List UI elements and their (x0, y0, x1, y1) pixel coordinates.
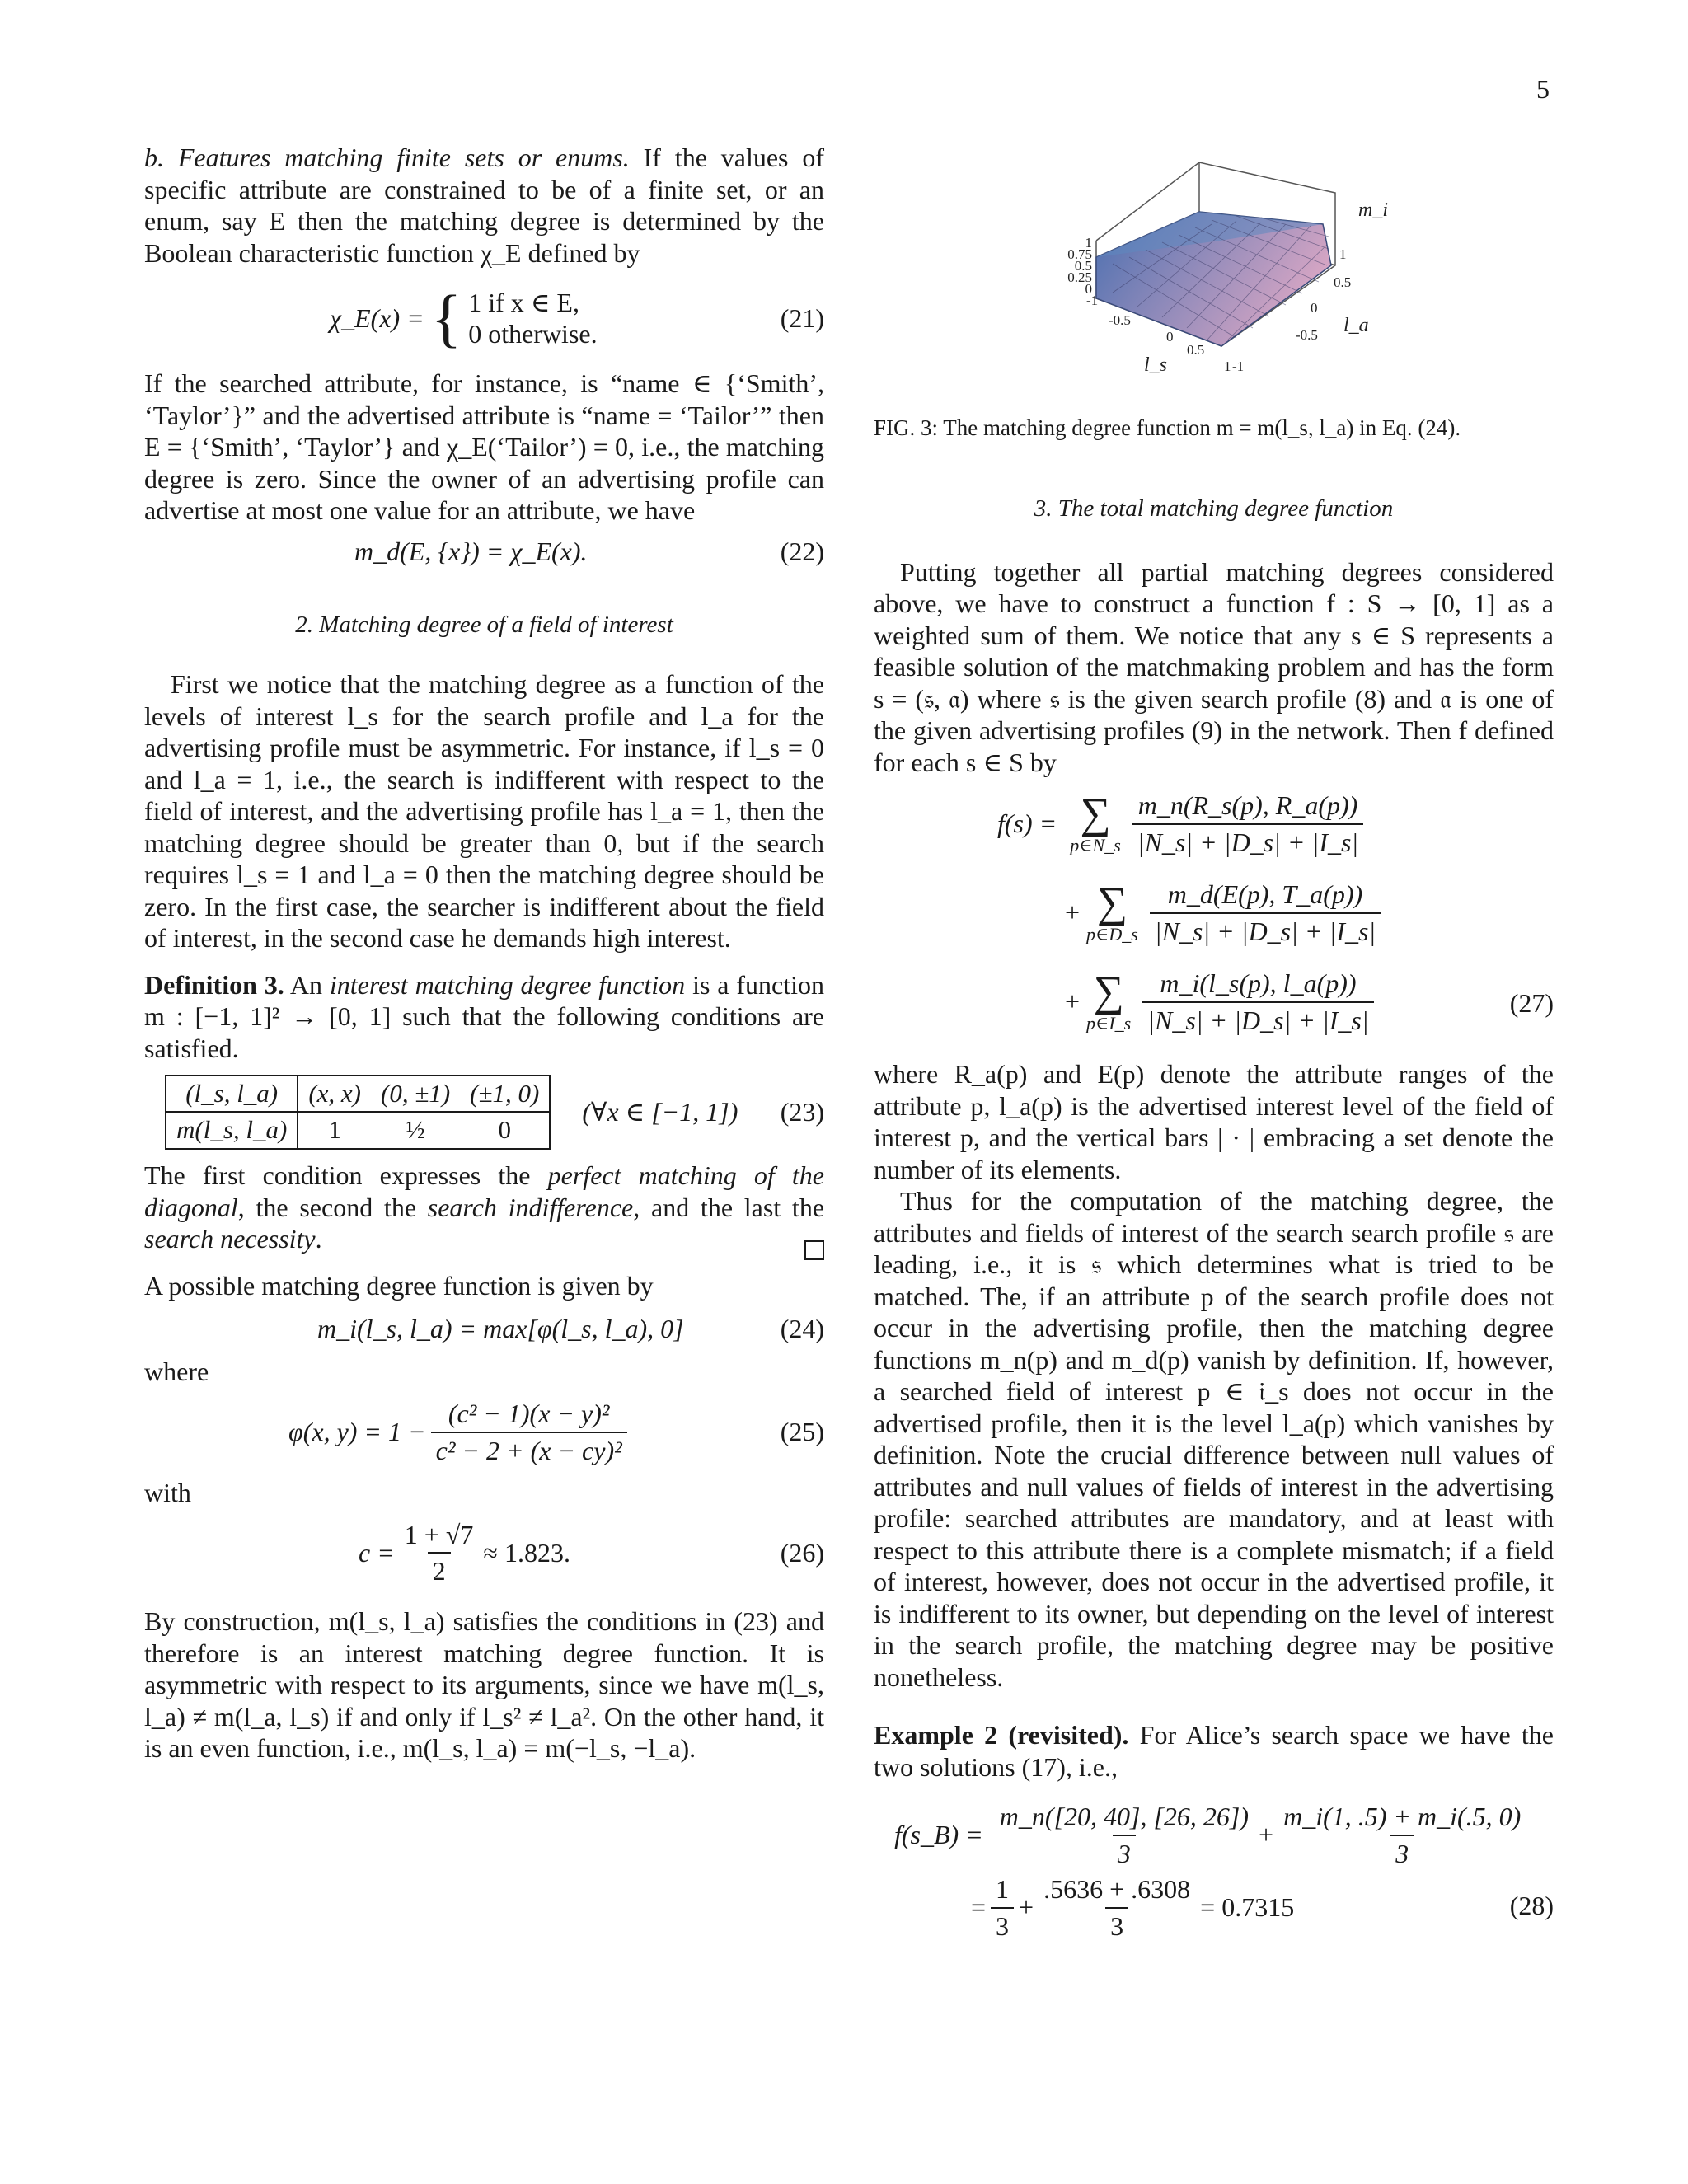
eq28-num2: m_i(1, .5) + m_i(.5, 0) (1283, 1802, 1522, 1831)
y-tick: 0.5 (1334, 274, 1352, 290)
eq27-numerator1: m_n(R_s(p), R_a(p)) (1137, 790, 1358, 820)
figure-3-caption: FIG. 3: The matching degree function m = m(l_s, l_a) in Eq. (24). (874, 415, 1461, 440)
eq27-term3 (1065, 968, 1379, 1036)
table-cell: (±1, 0) (460, 1076, 550, 1113)
x-tick: -1 (1086, 293, 1099, 308)
eq26-rhs: ≈ 1.823. (483, 1537, 570, 1568)
y-tick: 1 (1339, 246, 1347, 262)
x-tick: -0.5 (1109, 312, 1131, 328)
eq27-fraction3 (1142, 968, 1373, 1036)
text-run: perfect matching of the diagonal (144, 1160, 825, 1222)
y-axis-label: l_a (1343, 315, 1369, 336)
eq28-fraction1 (995, 1801, 1254, 1869)
table-cell: 0 (498, 1115, 511, 1144)
eq25-numerator: (c² − 1)(x − y)² (448, 1399, 610, 1428)
definition-3-label: Definition 3. (144, 969, 284, 1000)
eq27-sum3 (1086, 968, 1132, 1033)
eq26-lhs: c = (359, 1537, 395, 1568)
paragraph-putting: Putting together all partial matching degrees considered above, we have to construct a function f : S → [0, 1] as a weighted sum of them. We notice that any s ∈ S represents a feasible solution of the matchmaking problem and has the form s = (𝔰, 𝔞) where 𝔰 is the given search profile (8) and 𝔞 is one of the given advertising profiles (9) in the network. Then f defined for each s ∈ S by (874, 556, 1554, 777)
z-tick: 0.75 (1067, 246, 1092, 262)
eq28-line2 (971, 1873, 1294, 1942)
text-run: . (315, 1224, 322, 1254)
eq27-lhs: f(s) = (997, 808, 1057, 839)
text-run: The first condition expresses the (144, 1160, 548, 1190)
plus-sign: + (1259, 1820, 1274, 1850)
figure-3-surface-plot (874, 142, 1554, 397)
paragraph-thus: Thus for the computation of the matching degree, the attributes and fields of interest of the search search profile 𝔰 are leading, i.e., it is 𝔰 which determines what is tried to be matched. The, if an attribute p of the search profile does not occur in the advertising profile, then the matching degree functions m_n(p) and m_d(p) vanish by definition. If, however, a searched field of interest p ∈ 𝔦_s does not occur in the advertised profile, then it is the level l_a(p) which vanishes by definition. Note the crucial difference between null values of attributes and null values of fields of interest in the advertising profile: searched attributes are mandatory, and at least with respect to this attribute there is a complete mismatch; if a field of interest, however, does not occur in the advertised profile, it is indifferent to its owner, but depending on the level of interest in the search profile, the matching degree may be positive nonetheless. (874, 1186, 1554, 1692)
eq28-lhs: f(s_B) = (894, 1820, 983, 1850)
table-cell: (l_s, l_a) (166, 1076, 298, 1113)
paragraph-b (144, 142, 824, 269)
eq25-lhs: φ(x, y) = 1 − (288, 1417, 426, 1447)
eq21-number: (21) (780, 302, 824, 333)
left-column (144, 142, 824, 1765)
eq21-brace: { (430, 282, 462, 354)
eq27-numerator2: m_d(E(p), T_a(p)) (1167, 879, 1363, 909)
eq28-den4: 3 (1105, 1907, 1128, 1943)
eq27-fraction1 (1132, 790, 1363, 858)
eq25-number: (25) (780, 1417, 824, 1447)
eq28-fraction2 (1278, 1801, 1526, 1869)
eq28-den2: 3 (1390, 1835, 1414, 1870)
text-run: search necessity (144, 1224, 316, 1254)
equation-21 (144, 279, 824, 358)
equation-24 (144, 1301, 824, 1356)
y-tick: 0 (1311, 300, 1318, 316)
table-cell: m(l_s, l_a) (166, 1112, 298, 1149)
eq27-number: (27) (1509, 988, 1554, 1018)
eq24-number: (24) (780, 1313, 824, 1343)
eq26-number: (26) (780, 1537, 824, 1568)
with-text: with (144, 1477, 191, 1507)
x-tick: 0 (1166, 329, 1174, 344)
example-2-revisited (874, 1719, 1554, 1783)
equation-27 (874, 790, 1554, 1053)
example-2-body: For Alice’s search space we have the two solutions (17), i.e., (874, 1720, 1554, 1782)
eq27-term2 (1065, 879, 1386, 947)
equation-23 (144, 1071, 824, 1153)
eq28-den1: 3 (1113, 1835, 1136, 1870)
equation-22 (144, 527, 824, 578)
eq23-number: (23) (780, 1096, 824, 1127)
y-tick: -1 (1232, 359, 1245, 374)
definition-3 (144, 969, 824, 1065)
eq28-fraction4 (1039, 1873, 1195, 1942)
eq27-denominator2: |N_s| + |D_s| + |I_s| (1150, 912, 1381, 948)
plus-sign: + (1065, 987, 1081, 1017)
table-cell: 1 (328, 1115, 341, 1144)
eq21-lhs: χ_E(x) = (330, 302, 424, 333)
z-tick: 0.25 (1067, 269, 1092, 285)
paragraph-first: First we notice that the matching degree as a function of the levels of interest l_s for the search profile and l_a for the advertising profile must be asymmetric. For instance, if l_s = 0 and l_a = 1, i.e., the search is indifferent with respect to the field of interest, and the advertising profile has l_a = 1, then the matching degree should be greater than 0, but if the search requires l_s = 1 and l_a = 0 then the matching degree should be zero. In the first case, the searcher is indifferent about the field of interest, in the second case he demands high interest. (144, 669, 824, 953)
page-number: 5 (1536, 74, 1550, 104)
paragraph-construction: By construction, m(l_s, l_a) satisfies the conditions in (23) and therefore is an interest matching degree function. It is asymmetric with respect to its arguments, since we have m(l_s, l_a) ≠ m(l_a, l_s) if and only if l_s² ≠ l_a². On the other hand, it is an even function, i.e., m(l_s, l_a) = m(−l_s, −l_a). (144, 1606, 824, 1763)
equation-25 (144, 1388, 824, 1477)
eq28-num4: .5636 + .6308 (1043, 1874, 1191, 1904)
eq21-case2: 0 otherwise. (468, 319, 598, 349)
z-axis-ticks (1067, 235, 1092, 297)
sum-symbol: ∑ (1093, 968, 1124, 1015)
eq27-denominator3: |N_s| + |D_s| + |I_s| (1142, 1001, 1373, 1037)
section-3-heading: 3. The total matching degree function (1034, 495, 1394, 522)
eq25-denominator: c² − 2 + (x − cy)² (431, 1432, 627, 1467)
eq21-cases (468, 287, 597, 350)
sum-range: p∈D_s (1086, 923, 1138, 944)
equation-28 (874, 1801, 1554, 1949)
eq28-den3: 3 (991, 1907, 1014, 1943)
sum-range: p∈N_s (1070, 834, 1121, 855)
eq26-numerator: 1 + √7 (404, 1519, 474, 1549)
x-tick: 1 (1224, 359, 1231, 374)
eq22-number: (22) (780, 537, 824, 567)
eq27-denominator1: |N_s| + |D_s| + |I_s| (1132, 823, 1363, 859)
text-run: search indifference (427, 1192, 634, 1222)
eq27-fraction2 (1150, 879, 1381, 947)
conditions-row (166, 1076, 550, 1113)
eq28-num1: m_n([20, 40], [26, 26]) (999, 1802, 1250, 1831)
eq27-sum1 (1070, 790, 1121, 855)
example-2-label: Example 2 (revisited). (874, 1720, 1129, 1750)
table-cell: (x, x) (298, 1076, 371, 1113)
sum-symbol: ∑ (1080, 790, 1111, 837)
paragraph-possible: A possible matching degree function is given by (144, 1270, 654, 1301)
eq27-sum2 (1086, 879, 1138, 944)
definition-3-rest: is a function m : [−1, 1]² → [0, 1] such that the following conditions are satisfied. (144, 969, 825, 1063)
eq27-numerator3: m_i(l_s(p), l_a(p)) (1160, 968, 1357, 998)
right-column (874, 142, 1554, 1949)
paragraph-search: If the searched attribute, for instance, is “name ∈ {‘Smith’, ‘Taylor’}” and the advertised attribute is “name = ‘Tailor’” then E = {‘Smith’, ‘Taylor’} and χ_E(‘Tailor’) = 0, i.e., the matching degree is zero. Since the owner of an advertising profile can advertise at most one value for an attribute, we have (144, 368, 824, 525)
section-2-heading: 2. Matching degree of a field of interest (295, 611, 673, 638)
definition-3-term: interest matching degree function (329, 969, 686, 1000)
eq28-line1 (894, 1801, 1531, 1869)
z-tick: 1 (1085, 235, 1092, 251)
sum-range: p∈I_s (1086, 1012, 1132, 1033)
table-cell: (0, ±1) (371, 1076, 460, 1113)
eq24-body: m_i(l_s, l_a) = max[φ(l_s, l_a), 0] (317, 1313, 684, 1343)
text-run: , the second the (237, 1192, 428, 1222)
eq28-number: (28) (1509, 1891, 1554, 1920)
x-axis-label: l_s (1144, 354, 1168, 376)
paragraph-b-body: If the values of specific attribute are constrained to be of a finite set, or an enum, say E then the matching degree is determined by the Boolean characteristic function χ_E defined by (144, 143, 825, 268)
text-run: , and the last the (633, 1192, 825, 1222)
eq28-fraction3 (991, 1873, 1014, 1942)
eq27-term1 (997, 790, 1368, 858)
y-tick: -0.5 (1296, 327, 1318, 343)
eq26-fraction (400, 1519, 479, 1587)
paragraph-b-heading: b. Features matching finite sets or enums. (144, 143, 630, 172)
conditions-table (165, 1075, 551, 1150)
equals-sign: = (971, 1892, 987, 1923)
eq25-fraction (431, 1398, 627, 1466)
paragraph-where: where R_a(p) and E(p) denote the attribute ranges of the attribute p, l_a(p) is the advertised interest level of the field of interest p, and the vertical bars | · | embracing a set denote the number of its elements. (874, 1059, 1554, 1184)
z-tick: 0.5 (1074, 258, 1092, 274)
equation-26 (144, 1508, 824, 1597)
where-text: where (144, 1357, 209, 1386)
eq28-rhs: = 0.7315 (1200, 1892, 1295, 1923)
qed-box-icon (804, 1240, 824, 1260)
sum-symbol: ∑ (1096, 879, 1128, 926)
eq26-denominator: 2 (428, 1552, 451, 1587)
z-axis-label: m_i (1358, 199, 1388, 221)
plus-sign: + (1065, 898, 1081, 928)
definition-3-an: An (284, 969, 330, 1000)
table-cell: ½ (406, 1115, 425, 1144)
eq23-condition: (∀x ∈ [−1, 1]) (582, 1096, 738, 1127)
paragraph-conditions (144, 1160, 824, 1255)
eq28-num3: 1 (996, 1874, 1010, 1904)
plus-sign: + (1019, 1892, 1034, 1923)
conditions-row (166, 1112, 550, 1149)
eq22-body: m_d(E, {x}) = χ_E(x). (354, 537, 588, 567)
eq21-case1: 1 if x ∈ E, (468, 287, 579, 317)
x-tick: 0.5 (1187, 342, 1205, 358)
z-tick: 0 (1085, 281, 1092, 297)
